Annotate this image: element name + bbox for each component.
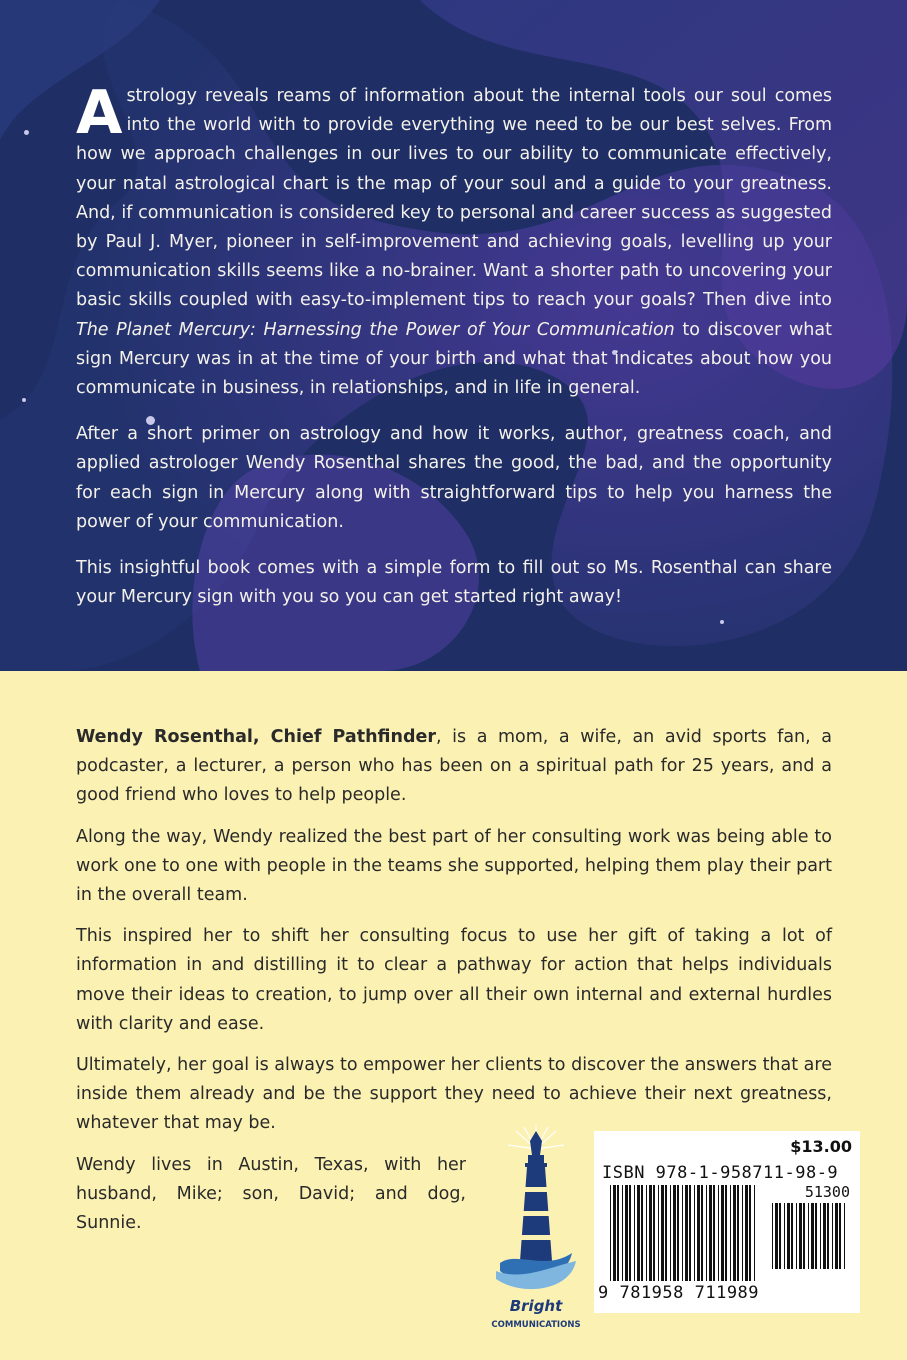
star-decoration <box>22 398 26 402</box>
publisher-name: Bright <box>509 1297 563 1315</box>
bio-paragraph-5: Wendy lives in Austin, Texas, with her husband, Mike; son, David; and dog, Sunnie. <box>76 1154 466 1234</box>
publisher-logo <box>486 1121 586 1331</box>
price-label: $13.00 <box>790 1137 852 1156</box>
price-code: 51300 <box>804 1183 850 1201</box>
drop-cap: A <box>76 78 123 148</box>
description-paragraph-1 <box>76 78 832 403</box>
book-title: The Planet Mercury: Harnessing the Power of Your Communication <box>76 319 675 340</box>
publisher-subtitle: COMMUNICATIONS <box>491 1320 581 1330</box>
description-text: strology reveals reams of information about the internal tools our soul comes into the world with to provide everything we need to be our best selves. From how we approach challenges in our lives to our ability to communicate effectively, your natal astrological chart is the map of your soul and a guide to your greatness. And, if communication is considered key to personal and career success as suggested by Paul J. Myer, pioneer in self-improvement and achieving goals, levelling up your communication skills seems like a no-brainer. Want a shorter path to uncovering your basic skills coupled with easy-to-implement tips to reach your goals? Then dive into <box>76 86 832 311</box>
lighthouse-icon <box>496 1125 576 1289</box>
isbn-barcode <box>594 1131 860 1313</box>
isbn-label: ISBN 978-1-958711-98-9 <box>602 1163 839 1183</box>
author-name: Wendy Rosenthal, Chief Pathfinder <box>76 727 436 747</box>
bio-paragraph-1 <box>76 723 832 811</box>
description-paragraph-2: After a short primer on astrology and how it works, author, greatness coach, and applied astrologer Wendy Rosenthal shares the good, the bad, and the opportunity for each sign in Mercury along with straightforward tips to help you harness the power of your communication. <box>76 424 832 532</box>
book-description <box>76 78 832 629</box>
bio-text: , is a mom, a wife, an avid sports fan, a podcaster, a lecturer, a person who has been on a spiritual path for 25 years, and a good friend who loves to help people. <box>76 727 832 806</box>
description-paragraph-3: This insightful book comes with a simple form to fill out so Ms. Rosenthal can share your Mercury sign with you so you can get started right away! <box>76 558 832 608</box>
description-text: to discover what sign Mercury was in at the time of your birth and what that indicates about how you communicate in business, in relationships, and in life in general. <box>76 319 832 399</box>
bio-paragraph-3: This inspired her to shift her consulting focus to use her gift of taking a lot of information in and distilling it to clear a pathway for action that helps individuals move their ideas to creation, to jump over all their own internal and external hurdles with clarity and ease. <box>76 926 832 1034</box>
bio-paragraph-2: Along the way, Wendy realized the best part of her consulting work was being able to work one to one with people in the teams she supported, helping them play their part in the overall team. <box>76 826 832 906</box>
barcode-bars <box>610 1185 760 1281</box>
author-bio-panel <box>0 671 907 1360</box>
barcode-digits: 9 781958 711989 <box>598 1283 760 1303</box>
star-decoration <box>24 130 29 135</box>
price-barcode-bars <box>772 1203 850 1269</box>
bio-paragraph-4: Ultimately, her goal is always to empower her clients to discover the answers that are inside them already and be the support they need to achieve their next greatness, whatever that may be. <box>76 1055 832 1134</box>
description-panel <box>0 0 907 671</box>
